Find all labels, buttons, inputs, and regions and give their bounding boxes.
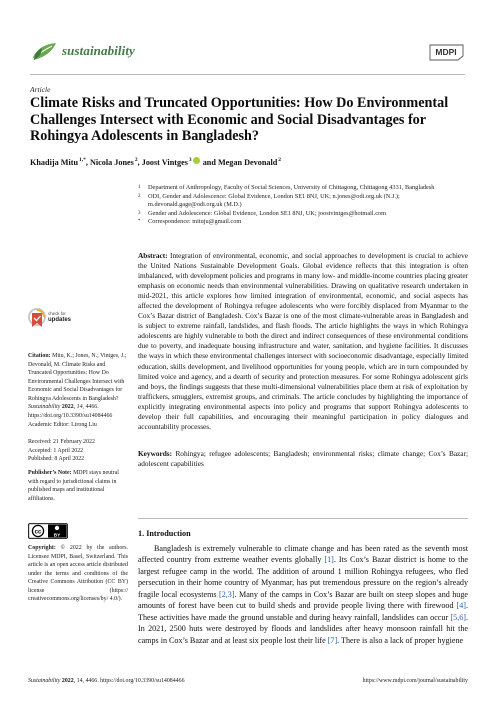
author-affiliation-marker: 1,* (79, 157, 86, 164)
author-list (30, 157, 470, 167)
accepted-date: Accepted: 1 April 2022 (28, 447, 84, 454)
author-name[interactable]: Khadija Mitu (30, 158, 78, 167)
footer-journal-url[interactable]: https://www.mdpi.com/journal/sustainability (362, 678, 468, 684)
cc-label: cc (34, 529, 42, 536)
mdpi-logo (428, 44, 465, 61)
publisher-note-label: Publisher’s Note: (28, 470, 72, 476)
affiliation-item (138, 218, 468, 227)
publisher-note (28, 469, 128, 503)
keywords (138, 449, 468, 469)
reference-link[interactable]: [5,6] (450, 612, 466, 622)
cc-by-label: BY (53, 533, 61, 539)
author-name[interactable]: Megan Devonald (217, 158, 278, 167)
affiliations (138, 184, 468, 227)
check-updates-line2: updates (48, 317, 72, 323)
reference-link[interactable]: [1] (324, 555, 334, 565)
author-separator: , (137, 158, 142, 167)
intro-text-run: . Many of the camps in Cox’s Bazar are built on steep slopes and huge amounts of forest have been cut to build sheds and provide people living there with firewood (138, 589, 468, 611)
introduction-paragraph (138, 543, 468, 646)
keywords-label: Keywords: (138, 449, 173, 458)
author-affiliation-marker: 2 (134, 157, 138, 164)
affiliation-number: 3 (138, 210, 141, 216)
copyright-label: Copyright: (28, 545, 56, 551)
orcid-icon[interactable] (193, 157, 200, 164)
intro-text-run: . Its Cox’s Bazar district is home to the largest refugee camp in the world. The addition of around 1 million Rohingya refugees, who fled persecution in their home country of Myanmar, has put tremendous pressure on the region’s already fragile local ecosystems (138, 555, 469, 599)
footer-year: 2022 (61, 678, 74, 684)
affiliation-text: Correspondence: mituju@gmail.com (148, 218, 242, 226)
abstract-text: Integration of environmental, economic, and social approaches to development is crucial to achieve the United Nations Sustainable Development Goals. Global evidence reflects that this integration is often imbalanced, with development policies and programs in many low- and middle-income countries placing greater emphasis on economic needs than environmental vulnerabilities. Drawing on qualitative research undertaken in mid-2021, this article explores how limited integration of environmental, economic, and social aspects has affected the development of Rohingya refugee adolescents who were forcibly displaced from Myanmar to the Cox’s Bazar district of Bangladesh. Cox’s Bazar is one of the most climate-vulnerable areas in Bangladesh and is subject to extreme rainfall, landslides, and flash floods. The article highlights the ways in which Rohingya adolescents are highly vulnerable to both the direct and indirect consequences of these environmental conditions due to poverty, and inadequate housing infrastructure and water, sanitation, and hygiene facilities. It discusses the ways in which these environmental challenges intersect with socioeconomic disadvantage, especially limited education, skills development, and livelihood opportunities for young people, which are in turn compounded by limited voice and agency, and a dearth of security and protection measures. For some Rohingya adolescent girls and boys, the findings suggests that these multi-dimensional vulnerabilities place them at risk of exploitation by traffickers, smugglers, extremist groups, and criminals. The article concludes by highlighting the importance of explicitly integrating environmental aspects into policy and programs that support Rohingya adolescents to develop their full capabilities, and encouraging their meaningful participation in policy dialogues and accountability processes. (138, 251, 468, 431)
intro-text-run: Bangladesh is extremely vulnerable to climate change and has been rated as the seventh most affected country from extreme weather events globally (138, 544, 468, 565)
reference-link[interactable]: [2,3] (219, 589, 235, 599)
author-separator: and (200, 158, 218, 167)
affiliation-item (138, 193, 468, 210)
affiliation-text: Department of Anthropology, Faculty of Social Sciences, University of Chittagong, Chittagong 4331, Bangladesh (148, 184, 435, 191)
abstract-label: Abstract: (138, 251, 168, 260)
citation-text: Mitu, K.; Jones, N.; Vintges, J.; Devonald, M. Climate Risks and Truncated Opportunities: How Do Environmental Challenges Intersect with Economic and Social Disadvantages for Rohingya Adolescents in Bangladesh? (28, 353, 127, 402)
affiliation-item (138, 210, 468, 219)
check-updates-line1: check for (48, 311, 66, 316)
reference-link[interactable]: [7] (327, 635, 338, 645)
author-name[interactable]: Joost Vintges (141, 158, 188, 167)
citation-volume: 14 (76, 404, 83, 411)
check-updates-icon (28, 308, 46, 330)
copyright-notice (28, 544, 128, 604)
article-type: Article (30, 85, 51, 94)
header-divider (30, 74, 465, 75)
copyright-text: © 2022 by the authors. Licensee MDPI, Basel, Switzerland. This article is an open access article distributed under the terms and conditions of the Creative Commons Attribution (CC BY) license (https:// creativecommons.org/licenses/by/ 4.0/). (28, 545, 128, 603)
paper-title: Climate Risks and Truncated Opportunities: How Do Environmental Challenges Intersect with Economic and Social Disadvantages for Rohingya Adolescents in Bangladesh? (30, 95, 449, 144)
affiliation-item (138, 184, 468, 193)
abstract (138, 251, 468, 432)
citation-doi-link[interactable]: https://doi.org/10.3390/su14084466 (28, 412, 113, 419)
author-affiliation-marker: 3 (188, 157, 192, 164)
section-heading-introduction: 1. Introduction (138, 529, 191, 538)
abstract-divider (138, 518, 468, 519)
affiliation-number: * (138, 219, 141, 225)
citation-pages: , 4466. (82, 404, 99, 411)
publication-dates (28, 438, 95, 464)
keywords-text: Rohingya; refugee adolescents; Bangladesh; environmental risks; climate change; Cox’s Bazar; adolescent capabilities (138, 449, 468, 469)
citation-journal: Sustainability (28, 404, 61, 411)
affiliation-text: Gender and Adolescence: Global Evidence, London SE1 8NJ, UK; joostvintges@hotmail.com (148, 209, 387, 217)
citation-block: Citation: Mitu, K.; Jones, N.; Vintges, J.; Devonald, M. Climate Risks and Truncated Opportunities: How Do Environmental Challenges Intersect with Economic and Social Disadvantages for Rohingya Adolescents in Bangladesh? Sustainability 2022, 14, 4466. https://doi.org/10.3390/su14084466 (28, 353, 127, 419)
citation-label: Citation: (28, 353, 51, 359)
affiliation-text: ODI, Gender and Adolescence: Global Evidence, London SE1 8NJ, UK; n.jones@odi.org.uk (N.J.); m.devonald.gage@odi.org.uk (M.D.) (148, 192, 400, 209)
journal-leaf-icon (30, 40, 58, 62)
reference-link[interactable]: [4] (456, 601, 466, 611)
journal-name: sustainability (62, 43, 135, 58)
footer-citation (28, 678, 185, 684)
author-name[interactable]: Nicola Jones (89, 158, 134, 167)
check-for-updates-button[interactable] (28, 308, 83, 334)
academic-editor: Academic Editor: Lirong Liu (28, 422, 97, 428)
intro-text-run: . These activities have made the ground unstable and during heavy rainfall, landslides can occur (138, 601, 468, 622)
creative-commons-license-icon[interactable] (28, 523, 68, 539)
affiliation-number: 2 (138, 193, 141, 199)
affiliation-number: 1 (138, 185, 141, 190)
publisher-note-text: MDPI stays neutral with regard to jurisdictional claims in published maps and institutional affiliations. (28, 470, 119, 502)
intro-text-run: . In 2021, 2500 huts were destroyed by floods and landslides after heavy monsoon rainfall hit the camps in Cox’s Bazar and at least six people lost their life (138, 612, 468, 645)
intro-text-run: . There is also a lack of proper hygiene (337, 635, 464, 645)
footer-journal: Sustainability (28, 678, 61, 684)
author-separator: , (85, 158, 90, 167)
footer-rest: , 14, 4466. https://doi.org/10.3390/su14084466 (73, 678, 185, 684)
received-date: Received: 21 February 2022 (28, 439, 95, 445)
published-date: Published: 8 April 2022 (28, 456, 85, 463)
citation-year: 2022 (61, 404, 74, 411)
mdpi-logo-text: MDPI (435, 47, 457, 57)
author-affiliation-marker: 2 (278, 157, 282, 164)
